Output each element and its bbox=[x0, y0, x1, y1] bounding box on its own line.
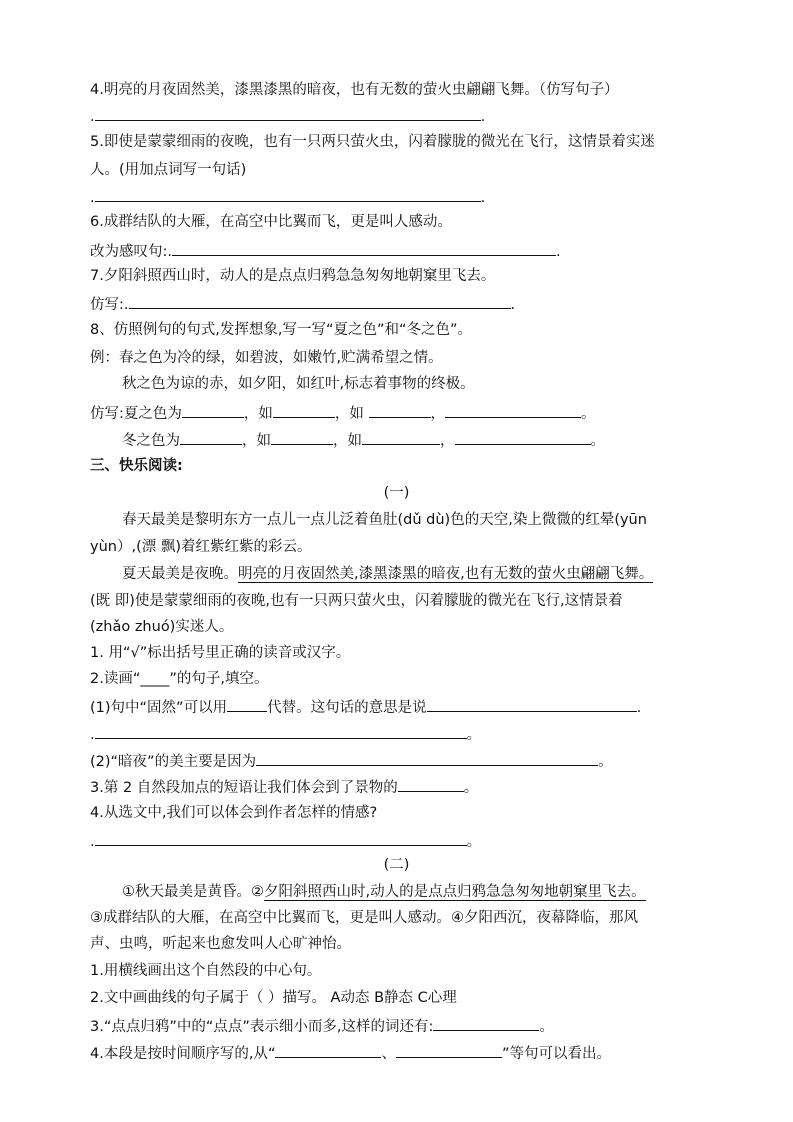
winter-label: 冬之色为 bbox=[122, 433, 180, 449]
q3-blank[interactable] bbox=[398, 776, 464, 792]
passage-1-q4-answer[interactable] bbox=[90, 830, 481, 852]
example-1: 例：春之色为冷的绿，如碧波，如嫩竹,贮满希望之情。 bbox=[90, 350, 443, 366]
passage-1-q2-2[interactable] bbox=[90, 750, 613, 772]
q4-blank-2[interactable] bbox=[396, 1042, 502, 1058]
passage-2-q3[interactable] bbox=[90, 1015, 554, 1037]
answer-line-6[interactable] bbox=[90, 240, 561, 262]
summer-blank-2[interactable] bbox=[273, 402, 335, 418]
q2-1-blank-3[interactable] bbox=[95, 723, 467, 739]
example-2: 秋之色为谅的赤，如夕阳，如红叶,标志着事物的终极。 bbox=[122, 376, 475, 392]
summer-blank-4[interactable] bbox=[445, 402, 581, 418]
blank-prefix: . bbox=[90, 834, 95, 850]
passage-1-q4: 4.从选文中,我们可以体会到作者怎样的情感? bbox=[90, 805, 378, 821]
summer-ru-2: ，如 bbox=[334, 406, 364, 422]
passage-1-q2-1[interactable] bbox=[90, 696, 641, 718]
winter-imitation-line[interactable] bbox=[122, 429, 605, 451]
q4-sep: 、 bbox=[381, 1046, 396, 1062]
summer-ru-1: ，如 bbox=[243, 406, 273, 422]
q3-blank[interactable] bbox=[433, 1015, 539, 1031]
passage-1-title: (一) bbox=[383, 485, 410, 501]
blank-suffix: 。 bbox=[539, 1019, 554, 1035]
q4-prefix: 4.本段是按时间顺序写的,从“ bbox=[90, 1046, 276, 1062]
passage-1-q3[interactable] bbox=[90, 776, 478, 798]
winter-blank-1[interactable] bbox=[180, 429, 242, 445]
summer-blank-1[interactable] bbox=[182, 402, 244, 418]
q3-prefix: 3.第 2 自然段加点的短语让我们体会到了景物的 bbox=[90, 780, 398, 796]
q2-1-suffix: . bbox=[636, 700, 642, 716]
passage-2-title: (二) bbox=[383, 857, 410, 873]
question-5-line1: 5.即使是蒙蒙细雨的夜晚，也有一只两只萤火虫，闪着朦胧的微光在飞行，这情景着实迷 bbox=[90, 134, 655, 150]
answer-blank[interactable] bbox=[129, 293, 511, 309]
answer-label: 仿写:. bbox=[90, 297, 129, 313]
q3-prefix: 3.“点点归鸦”中的“点点”表示细小而多,这样的词还有: bbox=[90, 1019, 434, 1035]
q2-2-blank[interactable] bbox=[256, 750, 598, 766]
summer-imitation-line[interactable] bbox=[90, 402, 596, 424]
blank-suffix: . bbox=[480, 190, 486, 206]
wavy-underlined-sentence: 夕阳斜照西山时,动人的是点点归鸦急急匆匆地朝窠里飞去。 bbox=[264, 884, 646, 900]
blank-suffix: . bbox=[480, 109, 486, 125]
question-5-line2: 人。(用加点词写一句话) bbox=[90, 162, 247, 178]
blank-suffix: 。 bbox=[463, 780, 479, 796]
answer-line-7[interactable] bbox=[90, 293, 515, 315]
passage-2-q2: 2.文中画曲线的句子属于（ ）描写。 A动态 B静态 C心理 bbox=[90, 990, 457, 1006]
passage-1-p2-line3: (zhǎo zhuó)实迷人。 bbox=[90, 619, 234, 635]
q4-blank-1[interactable] bbox=[275, 1042, 381, 1058]
blank-prefix: . bbox=[90, 190, 95, 206]
question-4: 4.明亮的月夜固然美，漆黑漆黑的暗夜，也有无数的萤火虫翩翩飞舞。（仿写句子） bbox=[90, 82, 619, 98]
winter-blank-4[interactable] bbox=[455, 429, 591, 445]
winter-blank-3[interactable] bbox=[362, 429, 440, 445]
passage-2-s1: ①秋天最美是黄昏。② bbox=[122, 884, 264, 900]
blank-suffix: . bbox=[510, 297, 516, 313]
winter-period: 。 bbox=[590, 433, 605, 449]
question-6: 6.成群结队的大雁，在高空中比翼而飞，更是叫人感动。 bbox=[90, 214, 452, 230]
passage-1-p2-line2: (既 即)使是蒙蒙细雨的夜晚,也有一只两只萤火虫，闪着朦胧的微光在飞行,这情景着 bbox=[90, 593, 623, 609]
section-3-heading: 三、快乐阅读: bbox=[90, 458, 183, 474]
passage-2-q1: 1.用横线画出这个自然段的中心句。 bbox=[90, 963, 322, 979]
blank-prefix: . bbox=[90, 109, 95, 125]
q2-1-blank-2[interactable] bbox=[427, 696, 637, 712]
blank-suffix: 。 bbox=[466, 834, 482, 850]
blank-suffix: 。 bbox=[598, 754, 613, 770]
passage-2-line3: 声、虫鸣，听起来也愈发叫人心旷神怡。 bbox=[90, 936, 351, 952]
question-7: 7.夕阳斜照西山时，动人的是点点归鸦急急匆匆地朝窠里飞去。 bbox=[90, 268, 496, 284]
q2-1-prefix: (1)句中“固然”可以用 bbox=[90, 700, 228, 716]
answer-blank[interactable] bbox=[95, 186, 481, 202]
answer-blank[interactable] bbox=[172, 240, 556, 256]
passage-2-line2: ③成群结队的大雁，在高空中比翼而飞，更是叫人感动。④夕阳西沉，夜幕降临，那风 bbox=[90, 910, 638, 926]
answer-blank[interactable] bbox=[95, 105, 481, 121]
passage-1-p1-line2: yùn）,(漂 飘)着红紫红紫的彩云。 bbox=[90, 539, 312, 555]
blank-suffix: . bbox=[556, 244, 561, 260]
summer-label: 仿写:夏之色为 bbox=[90, 406, 182, 422]
answer-line-4[interactable] bbox=[90, 105, 485, 127]
summer-period: 。 bbox=[581, 406, 596, 422]
passage-1-p2-line1 bbox=[122, 564, 653, 584]
summer-blank-3[interactable] bbox=[369, 402, 431, 418]
q2-1-blank-1[interactable] bbox=[227, 696, 267, 712]
p2-prefix: 夏天最美是夜晚。 bbox=[122, 566, 238, 582]
q2-1-mid: 代替。这句话的意思是说 bbox=[267, 700, 427, 716]
passage-1-q2: 2.读画“____”的句子,填空。 bbox=[90, 671, 269, 687]
question-8: 8、仿照例句的句式,发挥想象,写一写“夏之色”和“冬之色”。 bbox=[90, 322, 472, 338]
winter-ru-2: ，如 bbox=[333, 433, 362, 449]
q2-2-prefix: (2)“暗夜”的美主要是因为 bbox=[90, 754, 257, 770]
passage-1-p1-line1: 春天最美是黎明东方一点儿一点儿泛着鱼肚(dǔ dù)色的天空,染上微微的红晕(yūn bbox=[122, 512, 647, 528]
passage-2-q4[interactable] bbox=[90, 1042, 611, 1064]
winter-blank-2[interactable] bbox=[271, 429, 333, 445]
winter-ru-1: ，如 bbox=[242, 433, 271, 449]
passage-2-line1 bbox=[122, 882, 646, 902]
blank-prefix: . bbox=[90, 727, 95, 743]
passage-1-q1: 1. 用“√”标出括号里正确的读音或汉字。 bbox=[90, 645, 351, 661]
answer-line-5[interactable] bbox=[90, 186, 485, 208]
underlined-sentence: 明亮的月夜固然美,漆黑漆黑的暗夜,也有无数的萤火虫翩翩飞舞。 bbox=[238, 566, 654, 582]
q4-blank[interactable] bbox=[95, 830, 467, 846]
winter-comma: ， bbox=[440, 433, 455, 449]
blank-suffix: 。 bbox=[466, 727, 482, 743]
summer-comma: ， bbox=[430, 406, 445, 422]
passage-1-q2-1-cont[interactable] bbox=[90, 723, 481, 745]
q4-suffix: ”等句可以看出。 bbox=[501, 1046, 611, 1062]
answer-label: 改为感叹句:. bbox=[90, 244, 172, 260]
